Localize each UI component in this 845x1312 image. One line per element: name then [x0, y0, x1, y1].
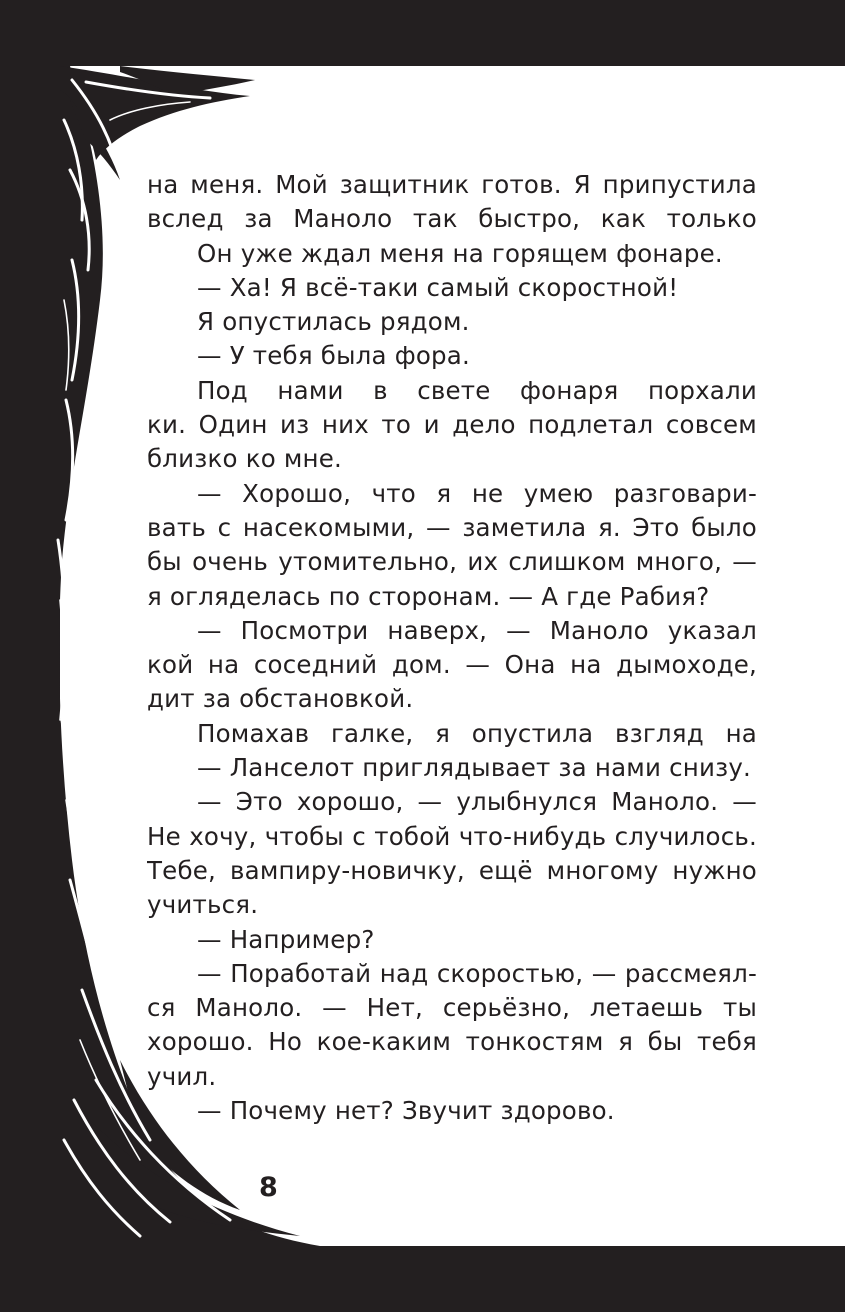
text-line: хорошо. Но кое-каким тонкостям я бы тебя	[147, 1027, 757, 1057]
text-line: — Ланселот приглядывает за нами снизу.	[197, 753, 752, 783]
text-line: Тебе, вампиру-новичку, ещё многому нужно	[147, 855, 757, 885]
text-line: — Ха! Я всё-таки самый скоростной!	[197, 272, 679, 302]
text-line: — Хорошо, что я не умею разговари-	[197, 478, 757, 508]
text-line: — У тебя была фора.	[197, 341, 470, 371]
text-line: учил.	[147, 1061, 217, 1091]
text-line: близко ко мне.	[147, 444, 343, 474]
text-line: ки. Один из них то и дело подлетал совсем	[147, 410, 757, 440]
text-line: — Почему нет? Звучит здорово.	[197, 1096, 615, 1126]
page-number: 8	[259, 1172, 278, 1203]
text-line: кой на соседний дом. — Она на дымоходе,	[147, 650, 757, 680]
text-line: — Поработай над скоростью, — рассмеял-	[197, 958, 757, 988]
text-line: ся Маноло. — Нет, серьёзно, летаешь ты	[147, 993, 757, 1023]
text-line: Я опустилась рядом.	[197, 307, 470, 337]
text-line: — Например?	[197, 924, 375, 954]
text-line: — Посмотри наверх, — Маноло указал	[197, 615, 757, 645]
text-line: учиться.	[147, 890, 259, 920]
text-line: — Это хорошо, — улыбнулся Маноло. —	[197, 787, 757, 817]
body-text	[147, 168, 757, 1128]
text-line: Под нами в свете фонаря порхали	[197, 375, 757, 405]
text-line: вслед за Маноло так быстро, как только	[147, 204, 757, 234]
text-line: Не хочу, чтобы с тобой что-нибудь случилось.	[147, 821, 757, 851]
text-line: на меня. Мой защитник готов. Я припустила	[147, 170, 757, 199]
text-line: бы очень утомительно, их слишком много, —	[147, 547, 757, 577]
text-line: дит за обстановкой.	[147, 684, 414, 714]
text-line: Он уже ждал меня на горящем фонаре.	[197, 238, 723, 268]
text-line: Помахав галке, я опустила взгляд на	[197, 718, 757, 748]
text-line: вать с насекомыми, — заметила я. Это было	[147, 512, 757, 542]
text-line: я огляделась по сторонам. — А где Рабия?	[147, 581, 710, 611]
